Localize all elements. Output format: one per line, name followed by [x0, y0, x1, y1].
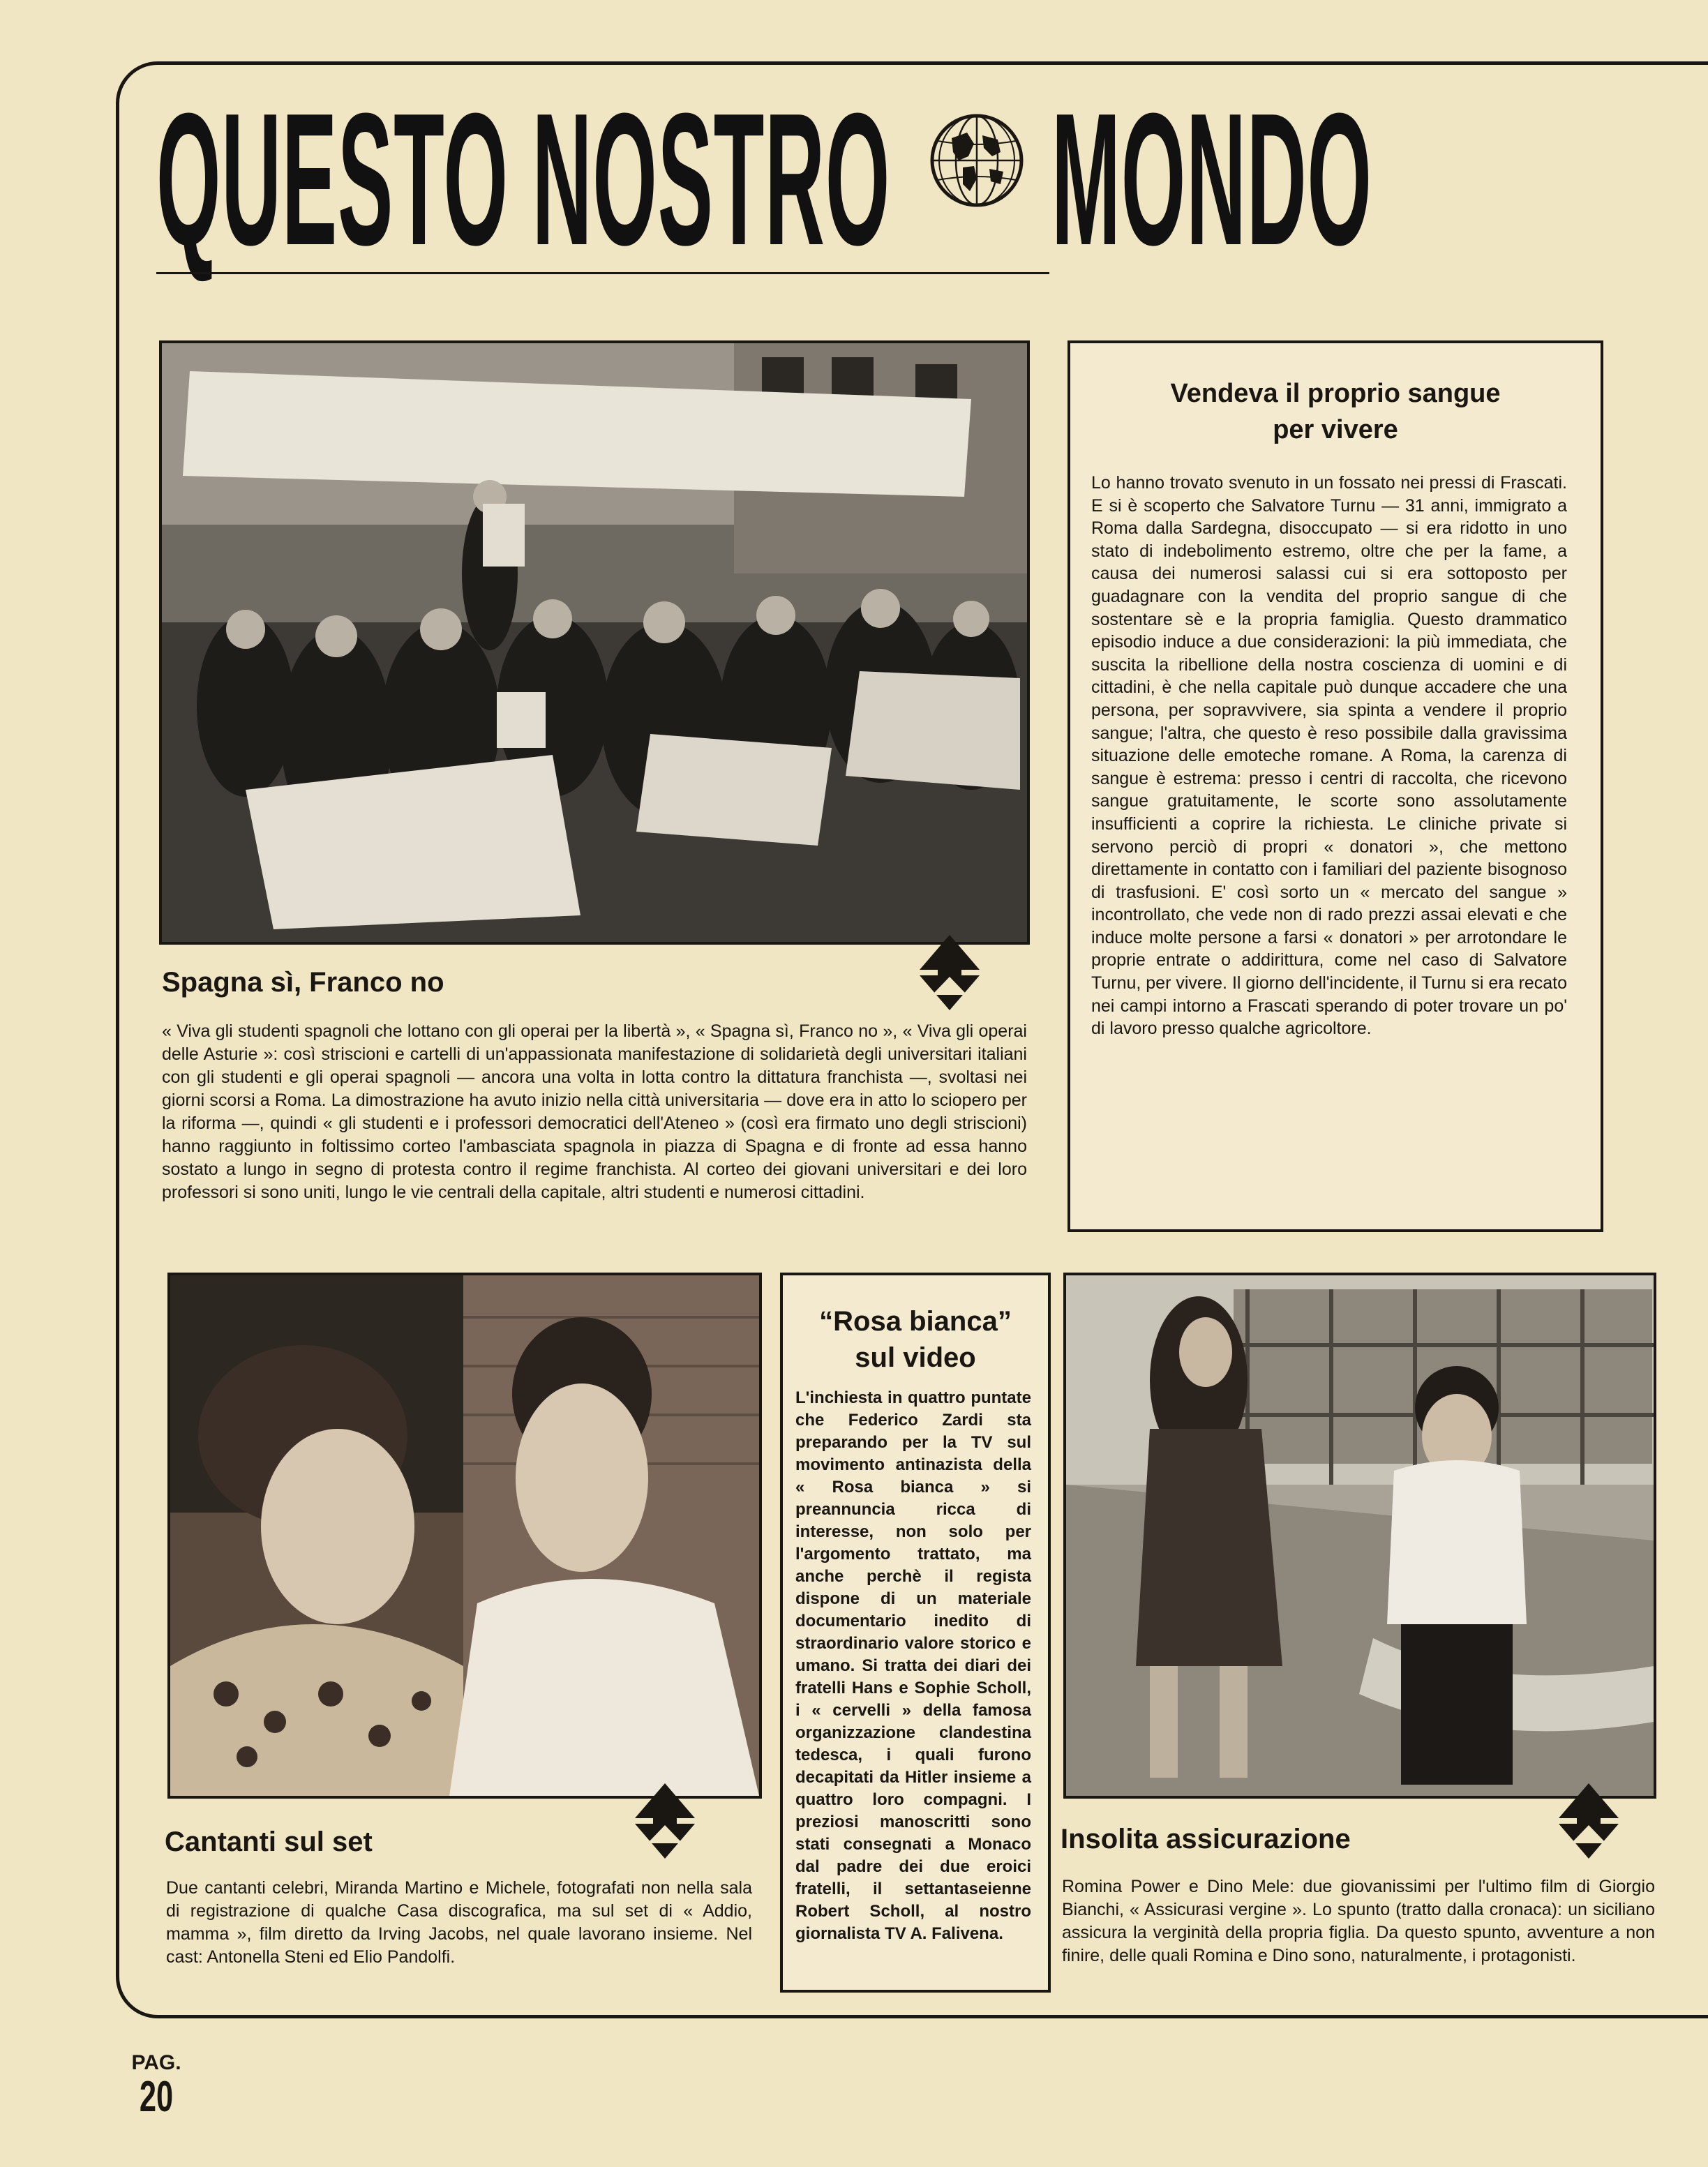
singers-photo	[167, 1273, 762, 1799]
globe-icon	[928, 112, 1026, 209]
page-label: PAG.	[131, 2051, 181, 2074]
blood-headline-1: Vendeva il proprio sangue	[1170, 379, 1501, 408]
masthead-right: MONDO	[1051, 75, 1372, 285]
up-arrow-icon	[634, 1783, 696, 1860]
protest-body: « Viva gli studenti spagnoli che lottano con gli operai per la libertà », « Spagna sì, Franco no », « Viva gli operai delle Asturie »: così striscioni e cartelli di un'appassionata manifestazione di solidarietà degli universitari italiani con gli studenti e gli operai spagnoli — ancora una volta in lotta contro la dittatura franchista —, svoltasi nei giorni scorsi a Roma. La dimostrazione ha avuto inizio nella città universitaria — dove era in atto lo sciopero per la riforma —, quindi « gli studenti e i professori democratici dell'Ateneo » (così era firmato uno degli striscioni) hanno raggiunto in foltissimo corteo l'ambasciata spagnola in piazza di Spagna e di fronte ad essa hanno sostato a lungo in segno di protesta contro il regime franchista. Al corteo dei giovani universitari e dei loro professori si sono uniti, lungo le vie centrali della capitale, altri studenti e numerosi cittadini.	[162, 1021, 1027, 1202]
rosa-headline-2: sul video	[855, 1342, 976, 1373]
insurance-body: Romina Power e Dino Mele: due giovanissimi per l'ultimo film di Giorgio Bianchi, « Assicurasi vergine ». Lo spunto (tratto dalla cronaca): un siciliano assicura la verginità della propria figlia. Da questo spunto, avventure a non finire, delle quali Romina e Dino sono, naturalmente, i protagonisti.	[1062, 1877, 1655, 1965]
page-number-value: 20	[139, 2073, 174, 2121]
protest-headline: Spagna sì, Franco no	[162, 967, 444, 998]
rosa-headline-1: “Rosa bianca”	[819, 1306, 1012, 1337]
masthead-rule	[156, 272, 1049, 274]
singers-body: Due cantanti celebri, Miranda Martino e Michele, fotografati non nella sala di registrazione di qualche Casa discografica, ma sul set di « Addio, mamma », film diretto da Irving Jacobs, nel quale lavorano insieme. Nel cast: Antonella Steni ed Elio Pandolfi.	[166, 1878, 752, 1967]
rosa-body: L'inchiesta in quattro puntate che Federico Zardi sta preparando per la TV sul movimento antinazista della « Rosa bianca » si preannuncia ricca di interesse, non solo per l'argomento trattato, ma anche perchè il regista dispone di un materiale documentario inedito di straordinario valore storico e umano. Si tratta dei diari dei fratelli Hans e Sophie Scholl, i « cervelli » della famosa organizzazione clandestina tedesca, i quali furono decapitati da Hitler insieme a quattro loro compagni. I preziosi manoscritti sono stati consegnati a Monaco dal padre dei due eroici fratelli, il settantaseienne Robert Scholl, al nostro giornalista TV A. Falivena.	[795, 1388, 1031, 1943]
protest-photo	[159, 340, 1030, 945]
up-arrow-icon	[918, 935, 981, 1012]
insurance-headline: Insolita assicurazione	[1061, 1824, 1351, 1854]
up-arrow-icon	[1557, 1783, 1620, 1860]
singers-headline: Cantanti sul set	[165, 1827, 373, 1857]
blood-sidebar-box	[1068, 340, 1603, 1232]
rosa-bianca-box	[780, 1273, 1051, 1993]
masthead-left: QUESTO NOSTRO	[156, 75, 891, 285]
blood-body: Lo hanno trovato svenuto in un fossato nei pressi di Frascati. E si è scoperto che Salvatore Turnu — 31 anni, immigrato a Roma dalla Sardegna, disoccupato — si era ridotto in uno stato di indebolimento estremo, oltre che per la fame, a causa dei numerosi salassi cui si era sottoposto per guadagnare con la vendita del proprio sangue di che sostentare sè e la propria famiglia. Questo drammatico episodio induce a due considerazioni: la più immediata, che suscita la ribellione della nostra coscienza di uomini e di cittadini, è che nella capitale può dunque accadere che una persona, per sopravvivere, sia spinta a vendere il proprio sangue; l'altra, che questo è reso possibile dalla gravissima situazione delle emoteche romane. A Roma, la carenza di sangue è estrema: presso i centri di raccolta, che ricevono sangue gratuitamente, le scorte sono assolutamente insufficienti a coprire la richiesta. Le cliniche private si servono perciò di propri « donatori », che mettono direttamente in contatto con i familiari del paziente bisognoso di trasfusioni. E' così sorto un « mercato del sangue » incontrollato, che vede non di rado prezzi assai elevati e che induce molte persone a farsi « donatori » per arrotondare le proprie entrate o addirittura, come nel caso di Salvatore Turnu, per vivere. Il giorno dell'incidente, il Turnu si era recato nei campi intorno a Frascati sperando di poter trovare un po' di lavoro presso qualche agricoltore.	[1091, 473, 1567, 1039]
page-number	[127, 2051, 186, 2120]
blood-headline-2: per vivere	[1273, 415, 1398, 444]
insurance-photo	[1063, 1273, 1656, 1799]
